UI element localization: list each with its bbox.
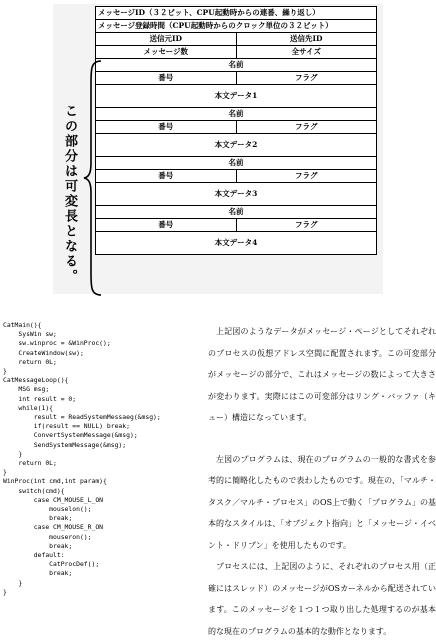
block-meta-row xyxy=(96,170,377,183)
name-cell: 名前 xyxy=(96,59,377,72)
number-cell: 番号 xyxy=(96,219,237,232)
number-cell: 番号 xyxy=(96,121,237,134)
flag-cell: フラグ xyxy=(236,121,377,134)
body-data-cell: 本文データ4 xyxy=(96,232,377,255)
number-cell: 番号 xyxy=(96,72,237,85)
block-meta-row xyxy=(96,121,377,134)
name-cell: 名前 xyxy=(96,206,377,219)
message-structure-table xyxy=(95,6,377,255)
paragraph: 上記図のようなデータがメッセージ・ページとしてそれぞれのプロセスの仮想アドレス空間に配置されます。この可変部分がメッセージの部分で、これはメッセージの数によって大きさが変わります。実際にはこの可変部分はリング・バッファ（キュー）構造になっています。 xyxy=(208,327,436,422)
name-cell: 名前 xyxy=(96,108,377,121)
sender-id-cell: 送信元ID xyxy=(96,33,237,46)
block-name-row xyxy=(96,108,377,121)
flag-cell: フラグ xyxy=(236,72,377,85)
block-meta-row xyxy=(96,72,377,85)
message-page-diagram xyxy=(53,4,383,294)
register-time-cell: メッセージ登録時間（CPU起動時からのクロック単位の３２ビット） xyxy=(96,20,377,33)
block-body-row xyxy=(96,183,377,206)
total-size-cell: 全サイズ xyxy=(236,46,377,59)
paragraph: プロセスには、上記図のように、それぞれのプロセス用（正確にはスレッド）のメッセージがOSカーネルから配送されています。このメッセージを１つ１つ取り出した処理するのが基本的な現在のプログラムの基本的な動作となります。 xyxy=(208,562,436,636)
block-body-row xyxy=(96,232,377,255)
code-sample: CatMain(){ SysWin sw; sw.winproc = &WinProc(); CreateWindow(sw); return 0L; } CatMessageLoop(){ MSG msg; int result = 0; while(1){ result = ReadSystemMessaeg(&msg); if(result == NULL) break; ConvertSystemMessage(&msg); SendSystemMessage(&msg); } return 0L; } WinProc(int cmd,int param){ switch(cmd){ case CM_MOUSE_L_ON mouselon(); break; case CM_MOUSE_R_ON mouseron(); break; default: CatProcDef(); break; } } xyxy=(3,321,161,596)
block-meta-row xyxy=(96,219,377,232)
block-name-row xyxy=(96,206,377,219)
block-body-row xyxy=(96,85,377,108)
message-id-cell: メッセージID（３２ビット、CPU起動時からの連番、繰り返し） xyxy=(96,7,377,20)
explanation-text xyxy=(208,321,436,642)
header-row xyxy=(96,46,377,59)
receiver-id-cell: 送信先ID xyxy=(236,33,377,46)
number-cell: 番号 xyxy=(96,170,237,183)
header-row xyxy=(96,7,377,20)
message-count-cell: メッセージ数 xyxy=(96,46,237,59)
flag-cell: フラグ xyxy=(236,219,377,232)
flag-cell: フラグ xyxy=(236,170,377,183)
block-body-row xyxy=(96,134,377,157)
paragraph: 左図のプログラムは、現在のプログラムの一般的な書式を参考的に簡略化したもので表わしたものです。現在の、「マルチ・タスク／マルチ・プロセス」のOS上で動く「プログラム」の基本的なスタイルは、「オブジェクト指向」と「メッセージ・イベント・ドリブン」を使用したものです。 xyxy=(208,454,436,550)
variable-length-note: この部分は可変長となる。 xyxy=(62,104,77,284)
curly-brace xyxy=(83,59,103,297)
header-row xyxy=(96,33,377,46)
body-data-cell: 本文データ3 xyxy=(96,183,377,206)
body-data-cell: 本文データ1 xyxy=(96,85,377,108)
block-name-row xyxy=(96,157,377,170)
block-name-row xyxy=(96,59,377,72)
header-row xyxy=(96,20,377,33)
name-cell: 名前 xyxy=(96,157,377,170)
body-data-cell: 本文データ2 xyxy=(96,134,377,157)
